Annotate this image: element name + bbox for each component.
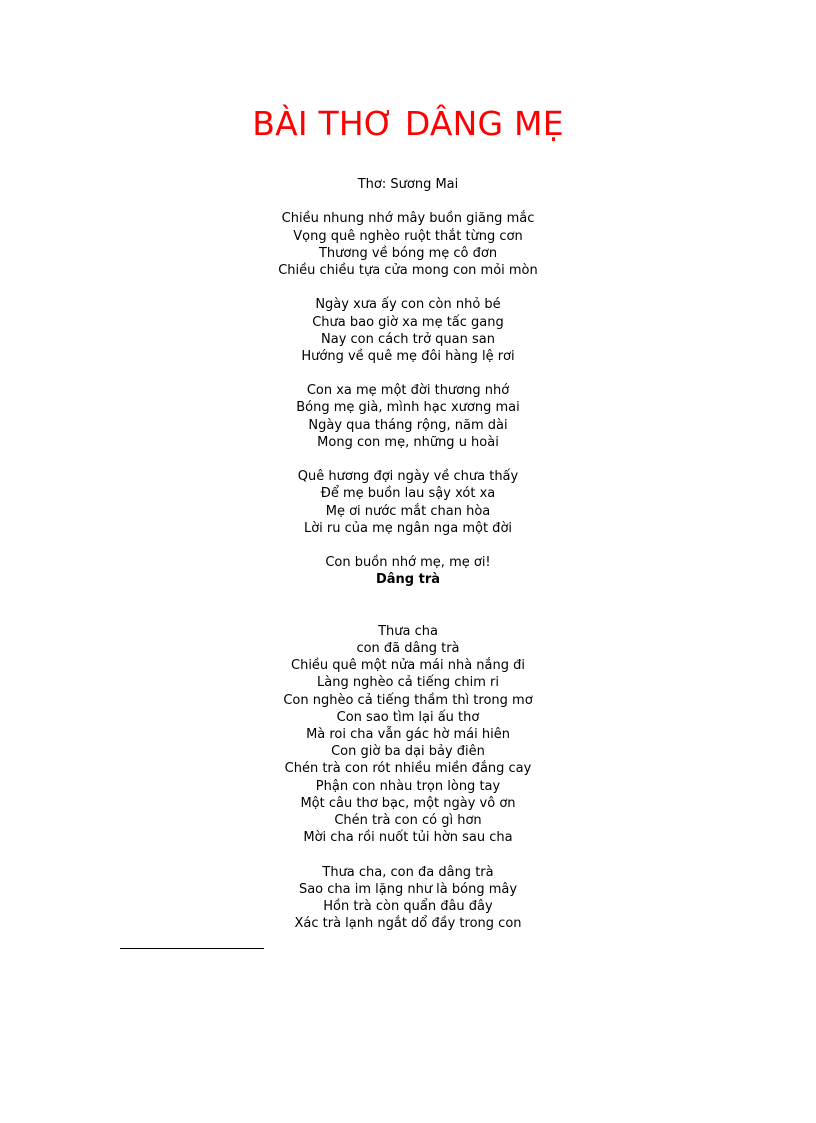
verse-line: Mà roi cha vẫn gác hờ mái hiên (306, 727, 510, 743)
verse-line: Mẹ ơi nước mắt chan hòa (325, 503, 491, 519)
verse-line: Chén trà con có gì hơn (334, 812, 482, 828)
section-heading: Dâng trà (375, 572, 441, 588)
verse-line: Thưa cha (378, 623, 438, 639)
verse-line: Chưa bao giờ xa mẹ tấc gang (312, 314, 504, 330)
poem-body (0, 176, 816, 932)
spacer (0, 537, 816, 554)
verse-line: Chiều quê một nửa mái nhà nắng đi (291, 658, 525, 674)
author-line: Thơ: Sương Mai (357, 177, 459, 192)
verse-line: Xác trà lạnh ngắt dổ đầy trong con (294, 916, 522, 932)
verse-line: Chiều chiều tựa cửa mong con mỏi mòn (278, 262, 538, 278)
closing-line: Con buồn nhớ mẹ, mẹ ơi! (325, 555, 491, 571)
verse-line: Bóng mẹ già, mình hạc xương mai (296, 400, 520, 416)
verse-line: Phận con nhàu trọn lòng tay (315, 778, 501, 794)
verse-line: Thương về bóng mẹ cô đơn (318, 245, 498, 261)
spacer (0, 846, 816, 863)
verse-line: Con nghèo cả tiếng thầm thì trong mơ (283, 692, 533, 708)
verse-line: Thưa cha, con đa dâng trà (322, 864, 494, 880)
verse-line: Làng nghèo cả tiếng chim ri (317, 675, 499, 691)
verse-line: Mong con mẹ, những u hoài (317, 434, 499, 450)
footnote-separator (120, 948, 264, 949)
verse-line: Sao cha im lặng như là bóng mây (298, 881, 518, 897)
spacer (0, 279, 816, 296)
verse-line: Nay con cách trở quan san (321, 331, 495, 347)
verse-line: Vọng quê nghèo ruột thắt từng cơn (293, 228, 523, 244)
spacer (0, 589, 816, 623)
verse-line: Chén trà con rót nhiều miền đắng cay (284, 761, 532, 777)
spacer (0, 365, 816, 382)
verse-line: Ngày qua tháng rộng, năm dài (308, 417, 508, 433)
verse-line: con đã dâng trà (356, 641, 460, 657)
poem-title: BÀI THƠ DÂNG MẸ (252, 104, 564, 143)
verse-line: Quê hương đợi ngày về chưa thấy (297, 469, 519, 485)
verse-line: Hồn trà còn quẩn đâu đây (323, 898, 493, 914)
verse-line: Một câu thơ bạc, một ngày vô ơn (300, 795, 516, 811)
verse-line: Chiều nhung nhớ mây buồn giăng mắc (281, 211, 535, 227)
spacer (0, 193, 816, 210)
verse-line: Lời ru của mẹ ngân nga một đời (303, 520, 513, 536)
verse-line: Con xa mẹ một đời thương nhớ (306, 383, 510, 399)
verse-line: Để mẹ buồn lau sậy xót xa (320, 486, 496, 502)
spacer (0, 451, 816, 468)
verse-line: Con sao tìm lại ấu thơ (336, 709, 480, 725)
verse-line: Con giờ ba dại bảy điên (331, 744, 485, 760)
verse-line: Mời cha rồi nuốt tủi hờn sau cha (303, 830, 513, 846)
verse-line: Ngày xưa ấy con còn nhỏ bé (315, 297, 501, 313)
verse-line: Hướng về quê mẹ đôi hàng lệ rơi (301, 348, 515, 364)
